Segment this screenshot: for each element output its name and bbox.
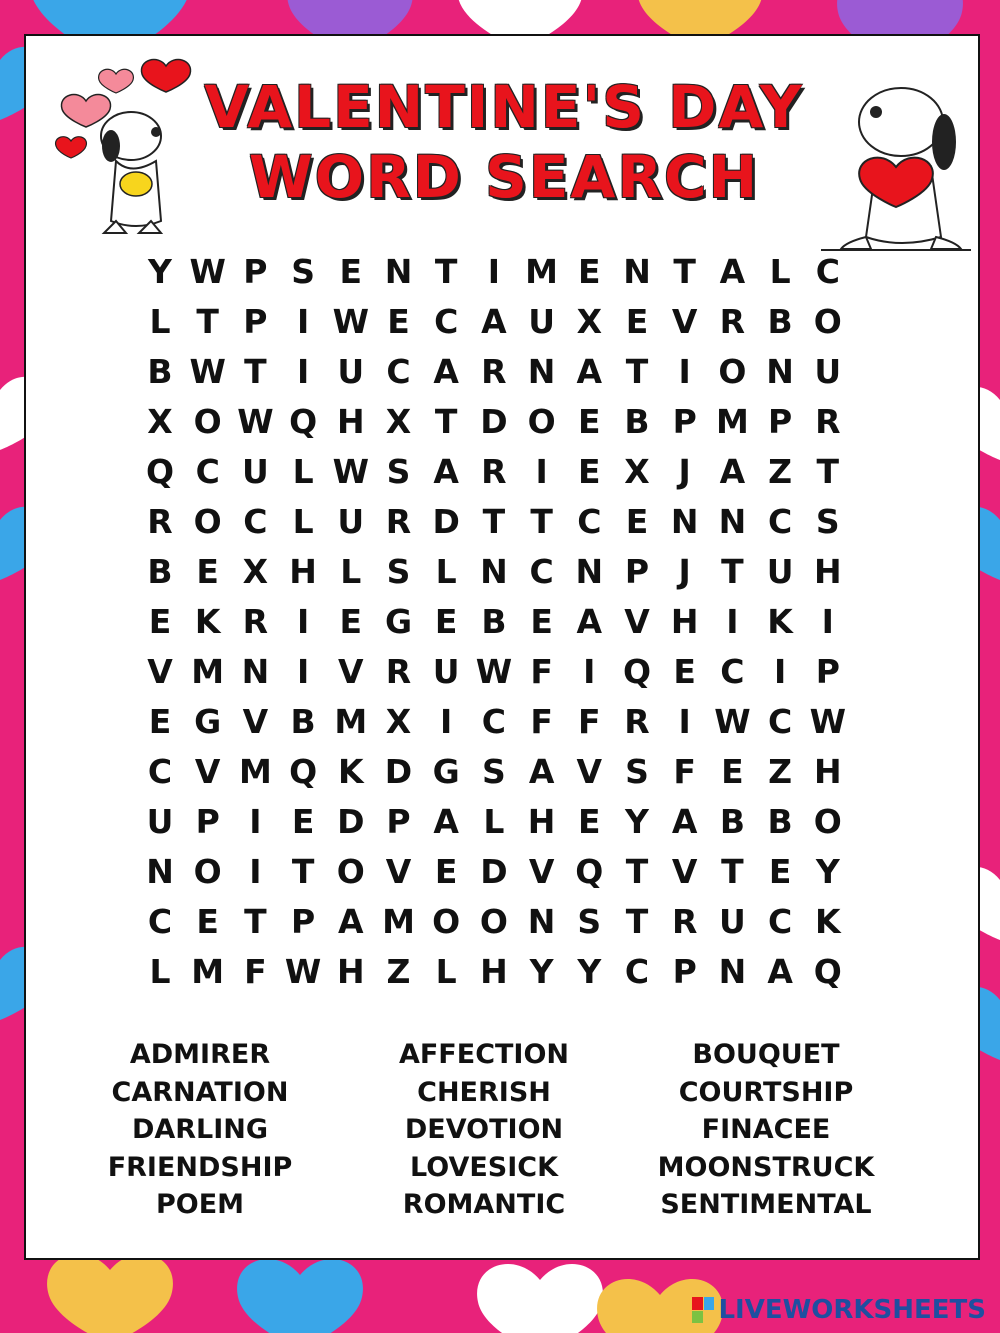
grid-letter[interactable]: W	[189, 252, 226, 291]
grid-letter[interactable]: H	[289, 552, 317, 591]
grid-letter[interactable]: E	[387, 302, 410, 341]
word-list-item: LOVESICK	[409, 1151, 559, 1183]
grid-letter[interactable]: X	[576, 302, 603, 341]
grid-letter[interactable]: A	[767, 952, 793, 991]
grid-letter[interactable]: V	[671, 852, 698, 891]
grid-letter[interactable]: P	[672, 952, 697, 991]
grid-letter[interactable]: P	[815, 652, 840, 691]
grid-letter[interactable]: V	[671, 302, 698, 341]
grid-letter[interactable]: O	[479, 902, 508, 941]
grid-letter[interactable]: C	[767, 902, 793, 941]
grid-letter[interactable]: R	[719, 302, 746, 341]
grid-letter[interactable]: H	[670, 602, 699, 641]
grid-letter[interactable]: M	[382, 902, 415, 941]
grid-letter[interactable]: D	[384, 752, 413, 791]
grid-letter[interactable]: P	[386, 802, 411, 841]
grid-letter[interactable]: L	[435, 552, 457, 591]
grid-letter[interactable]: T	[291, 852, 315, 891]
grid-letter[interactable]: A	[671, 802, 698, 841]
grid-letter[interactable]: B	[147, 352, 173, 391]
liveworksheets-icon	[692, 1297, 714, 1323]
grid-letter[interactable]: C	[147, 902, 173, 941]
grid-letter[interactable]: H	[527, 802, 556, 841]
grid-letter[interactable]: F	[578, 702, 601, 741]
grid-letter[interactable]: R	[671, 902, 698, 941]
grid-letter[interactable]: M	[334, 702, 368, 741]
grid-letter[interactable]: Q	[575, 852, 604, 891]
grid-letter[interactable]: G	[384, 602, 413, 641]
grid-letter[interactable]: N	[384, 252, 413, 291]
word-list-item: DARLING	[131, 1114, 269, 1145]
grid-letter[interactable]: B	[767, 802, 793, 841]
grid-letter[interactable]: B	[481, 602, 507, 641]
grid-letter[interactable]: W	[475, 652, 513, 691]
grid-letter[interactable]: P	[291, 902, 316, 941]
grid-letter[interactable]: E	[148, 702, 172, 741]
grid-letter[interactable]: X	[385, 402, 412, 441]
grid-letter[interactable]: C	[720, 652, 745, 691]
grid-letter[interactable]: C	[767, 502, 793, 541]
grid-letter[interactable]: E	[291, 802, 315, 841]
grid-letter[interactable]: B	[624, 402, 650, 441]
grid-letter[interactable]: R	[624, 702, 650, 741]
grid-letter[interactable]: F	[673, 752, 696, 791]
grid-letter[interactable]: Y	[625, 802, 649, 841]
worksheet-page	[24, 34, 980, 1260]
grid-letter[interactable]: C	[577, 502, 602, 541]
grid-letter[interactable]: A	[433, 802, 459, 841]
grid-letter[interactable]: P	[768, 402, 793, 441]
grid-letter[interactable]: T	[625, 352, 649, 391]
grid-letter[interactable]: H	[813, 752, 842, 791]
grid-letter[interactable]: E	[768, 852, 792, 891]
grid-letter[interactable]: I	[296, 352, 310, 391]
grid-letter[interactable]: O	[193, 852, 222, 891]
grid-letter[interactable]: P	[195, 802, 220, 841]
grid-letter[interactable]: N	[146, 852, 174, 891]
grid-letter[interactable]: L	[292, 452, 314, 491]
grid-letter[interactable]: U	[814, 352, 842, 391]
grid-letter[interactable]: N	[670, 502, 699, 541]
grid-letter[interactable]: A	[338, 902, 364, 941]
grid-letter[interactable]: I	[249, 802, 262, 841]
grid-letter[interactable]: H	[813, 552, 842, 591]
grid-letter[interactable]: K	[815, 902, 841, 941]
grid-letter[interactable]: R	[815, 402, 841, 441]
grid-letter[interactable]: N	[527, 902, 556, 941]
grid-letter[interactable]: H	[336, 402, 365, 441]
grid-letter[interactable]: H	[336, 952, 365, 991]
grid-letter[interactable]: H	[480, 952, 508, 991]
grid-letter[interactable]: I	[249, 852, 262, 891]
word-list-item: AFFECTION	[398, 1039, 570, 1070]
grid-letter[interactable]: N	[718, 952, 747, 991]
grid-letter[interactable]: W	[284, 952, 322, 991]
brand-text: LIVEWORKSHEETS	[718, 1295, 986, 1325]
grid-letter[interactable]: D	[480, 852, 508, 891]
grid-letter[interactable]: G	[194, 702, 222, 741]
grid-letter[interactable]: K	[194, 602, 221, 641]
grid-letter[interactable]: I	[583, 652, 596, 691]
grid-letter[interactable]: N	[527, 352, 556, 391]
grid-letter[interactable]: S	[386, 552, 411, 591]
grid-letter[interactable]: E	[339, 602, 363, 641]
grid-letter[interactable]: D	[480, 402, 508, 441]
grid-letter[interactable]: W	[189, 352, 226, 391]
grid-letter[interactable]: S	[482, 752, 506, 791]
grid-letter[interactable]: C	[815, 252, 840, 291]
grid-letter[interactable]: O	[432, 902, 461, 941]
grid-letter[interactable]: O	[718, 352, 747, 391]
word-list-item: CARNATION	[111, 1076, 289, 1108]
grid-letter[interactable]: Y	[815, 852, 840, 891]
grid-letter[interactable]: E	[434, 602, 458, 641]
grid-letter[interactable]: E	[721, 752, 744, 791]
grid-letter[interactable]: T	[721, 852, 744, 891]
grid-letter[interactable]: T	[673, 252, 696, 291]
grid-letter[interactable]: Z	[768, 752, 793, 791]
grid-letter[interactable]: R	[481, 452, 507, 491]
grid-letter[interactable]: A	[719, 452, 746, 491]
grid-letter[interactable]: R	[147, 502, 173, 541]
grid-letter[interactable]: X	[385, 702, 412, 741]
grid-letter[interactable]: E	[339, 252, 363, 291]
grid-letter[interactable]: Z	[386, 952, 411, 991]
grid-letter[interactable]: V	[147, 652, 173, 691]
grid-letter[interactable]: E	[578, 252, 601, 291]
grid-letter[interactable]: I	[296, 652, 310, 691]
word-list-item: COURTSHIP	[678, 1076, 854, 1108]
grid-letter[interactable]: F	[244, 952, 267, 991]
grid-letter[interactable]: N	[718, 502, 747, 541]
grid-letter[interactable]: T	[196, 302, 219, 341]
grid-letter[interactable]: V	[576, 752, 603, 791]
grid-letter[interactable]: A	[719, 252, 746, 291]
grid-letter[interactable]: E	[578, 402, 601, 441]
grid-letter[interactable]: O	[527, 402, 556, 441]
grid-letter[interactable]: B	[290, 702, 316, 741]
grid-letter[interactable]: B	[719, 802, 745, 841]
grid-letter[interactable]: S	[625, 752, 649, 791]
grid-letter[interactable]: M	[238, 752, 272, 791]
grid-letter[interactable]: Z	[768, 452, 793, 491]
grid-letter[interactable]: O	[193, 502, 222, 541]
grid-letter[interactable]: W	[809, 702, 846, 741]
grid-letter[interactable]: I	[440, 702, 453, 741]
grid-letter[interactable]: Q	[813, 952, 842, 991]
grid-letter[interactable]: A	[481, 302, 507, 341]
grid-letter[interactable]: A	[528, 752, 555, 791]
grid-letter[interactable]: I	[535, 452, 548, 491]
grid-letter[interactable]: A	[576, 602, 603, 641]
grid-letter[interactable]: X	[624, 452, 650, 491]
word-list-item: SENTIMENTAL	[660, 1189, 872, 1220]
grid-letter[interactable]: I	[821, 602, 834, 641]
grid-letter[interactable]: K	[767, 602, 793, 641]
grid-letter[interactable]: I	[487, 252, 501, 291]
grid-letter[interactable]: C	[386, 352, 411, 391]
liveworksheets-logo	[692, 1295, 986, 1325]
grid-letter[interactable]: O	[336, 852, 365, 891]
grid-letter[interactable]: D	[337, 802, 365, 841]
grid-letter[interactable]: Q	[622, 652, 652, 691]
grid-letter[interactable]: S	[815, 502, 840, 541]
grid-letter[interactable]: Q	[289, 752, 318, 791]
grid-letter[interactable]: N	[766, 352, 794, 391]
word-list-item: POEM	[155, 1189, 245, 1220]
grid-letter[interactable]: E	[196, 902, 219, 941]
grid-letter[interactable]: T	[530, 502, 553, 541]
grid-letter[interactable]: P	[624, 552, 650, 591]
grid-letter[interactable]: M	[525, 252, 559, 291]
grid-letter[interactable]: L	[435, 952, 457, 991]
snoopy-holding-heart-illustration	[816, 72, 976, 262]
word-list-item: MOONSTRUCK	[657, 1151, 875, 1183]
grid-letter[interactable]: U	[528, 302, 555, 341]
grid-letter[interactable]: E	[434, 852, 458, 891]
grid-letter[interactable]: C	[243, 502, 268, 541]
grid-letter[interactable]: D	[432, 502, 460, 541]
grid-letter[interactable]: A	[576, 352, 603, 391]
grid-letter[interactable]: T	[434, 252, 458, 291]
word-list-item: BOUQUET	[692, 1039, 840, 1070]
grid-letter[interactable]: V	[385, 852, 412, 891]
grid-letter[interactable]: M	[715, 402, 749, 441]
grid-letter[interactable]: X	[147, 402, 173, 441]
grid-letter[interactable]: E	[578, 452, 601, 491]
grid-letter[interactable]: N	[575, 552, 604, 591]
grid-letter[interactable]: R	[385, 502, 412, 541]
grid-letter[interactable]: K	[338, 752, 364, 791]
word-list-item: FINACEE	[701, 1114, 831, 1145]
grid-letter[interactable]: T	[434, 402, 458, 441]
grid-letter[interactable]: C	[434, 302, 459, 341]
grid-letter[interactable]: F	[530, 702, 553, 741]
grid-letter[interactable]: U	[337, 502, 365, 541]
grid-letter[interactable]: T	[244, 352, 267, 391]
grid-letter[interactable]: L	[769, 252, 791, 291]
grid-letter[interactable]: S	[577, 902, 602, 941]
grid-letter[interactable]: E	[196, 552, 219, 591]
grid-letter[interactable]: C	[767, 702, 793, 741]
grid-letter[interactable]: Q	[145, 452, 175, 491]
grid-letter[interactable]: U	[146, 802, 174, 841]
grid-letter[interactable]: T	[721, 552, 744, 591]
grid-letter[interactable]: I	[678, 352, 691, 391]
grid-letter[interactable]: S	[291, 252, 315, 291]
grid-letter[interactable]: N	[241, 652, 270, 691]
grid-letter[interactable]: C	[147, 752, 173, 791]
grid-letter[interactable]: L	[292, 502, 314, 541]
grid-letter[interactable]: O	[193, 402, 222, 441]
grid-letter[interactable]: C	[624, 952, 650, 991]
grid-letter[interactable]: O	[813, 802, 842, 841]
grid-letter[interactable]: G	[432, 752, 460, 791]
grid-letter[interactable]: A	[433, 352, 459, 391]
grid-letter[interactable]: I	[726, 602, 739, 641]
grid-letter[interactable]: W	[332, 452, 369, 491]
grid-letter[interactable]: I	[678, 702, 691, 741]
grid-letter[interactable]: V	[624, 602, 650, 641]
grid-letter[interactable]: Q	[289, 402, 318, 441]
grid-letter[interactable]: P	[672, 402, 697, 441]
word-list-item: FRIENDSHIP	[107, 1151, 293, 1183]
grid-letter[interactable]: P	[243, 302, 268, 341]
grid-letter[interactable]: T	[816, 452, 840, 491]
grid-letter[interactable]: U	[337, 352, 365, 391]
grid-letter[interactable]: B	[147, 552, 173, 591]
word-list-item: DEVOTION	[404, 1114, 564, 1145]
grid-letter[interactable]: Y	[148, 252, 172, 291]
title-line-1: VALENTINE'S DAY	[204, 73, 804, 141]
grid-letter[interactable]: R	[481, 352, 507, 391]
grid-letter[interactable]: F	[530, 652, 553, 691]
grid-letter[interactable]: W	[332, 302, 369, 341]
grid-letter[interactable]: X	[242, 552, 269, 591]
grid-letter[interactable]: T	[482, 502, 506, 541]
grid-letter[interactable]: Y	[529, 952, 554, 991]
grid-letter[interactable]: Y	[577, 952, 602, 991]
grid-letter[interactable]: R	[385, 652, 412, 691]
grid-letter[interactable]: I	[296, 302, 310, 341]
title-line-2: WORD SEARCH	[248, 143, 760, 211]
grid-letter[interactable]: P	[243, 252, 268, 291]
grid-letter[interactable]: L	[483, 802, 505, 841]
word-list-item: ROMANTIC	[402, 1189, 566, 1220]
grid-letter[interactable]: I	[773, 652, 787, 691]
grid-letter[interactable]: W	[714, 702, 751, 741]
grid-letter[interactable]: U	[241, 452, 269, 491]
grid-letter[interactable]: I	[296, 602, 310, 641]
grid-letter[interactable]: L	[149, 302, 171, 341]
grid-letter[interactable]: V	[528, 852, 555, 891]
grid-letter[interactable]: N	[480, 552, 508, 591]
grid-letter[interactable]: M	[191, 952, 225, 991]
grid-letter[interactable]: U	[766, 552, 794, 591]
grid-letter[interactable]: C	[481, 702, 506, 741]
grid-letter[interactable]: S	[386, 452, 411, 491]
grid-letter[interactable]: V	[338, 652, 364, 691]
grid-letter[interactable]: V	[242, 702, 269, 741]
grid-letter[interactable]: E	[530, 602, 553, 641]
grid-letter[interactable]: M	[191, 652, 225, 691]
grid-letter[interactable]: C	[529, 552, 554, 591]
snoopy-hugging-woodstock-illustration	[46, 46, 196, 246]
grid-letter[interactable]: C	[195, 452, 220, 491]
grid-letter[interactable]: J	[678, 552, 691, 591]
grid-letter[interactable]: E	[673, 652, 696, 691]
grid-letter[interactable]: T	[625, 902, 649, 941]
grid-letter[interactable]: B	[767, 302, 793, 341]
grid-letter[interactable]: E	[578, 802, 601, 841]
grid-letter[interactable]: E	[625, 302, 649, 341]
grid-letter[interactable]: L	[149, 952, 171, 991]
grid-letter[interactable]: T	[625, 852, 649, 891]
grid-letter[interactable]: W	[237, 402, 274, 441]
grid-letter[interactable]: N	[623, 252, 651, 291]
grid-letter[interactable]: E	[625, 502, 649, 541]
grid-letter[interactable]: U	[432, 652, 460, 691]
grid-letter[interactable]: V	[194, 752, 221, 791]
word-list-item: ADMIRER	[129, 1039, 271, 1070]
grid-letter[interactable]: L	[340, 552, 362, 591]
grid-letter[interactable]: R	[242, 602, 269, 641]
grid-letter[interactable]: O	[813, 302, 842, 341]
grid-letter[interactable]: A	[433, 452, 459, 491]
grid-letter[interactable]: T	[244, 902, 267, 941]
grid-letter[interactable]: J	[678, 452, 691, 491]
word-list-item: CHERISH	[417, 1076, 551, 1108]
grid-letter[interactable]: E	[148, 602, 172, 641]
grid-letter[interactable]: U	[718, 902, 746, 941]
